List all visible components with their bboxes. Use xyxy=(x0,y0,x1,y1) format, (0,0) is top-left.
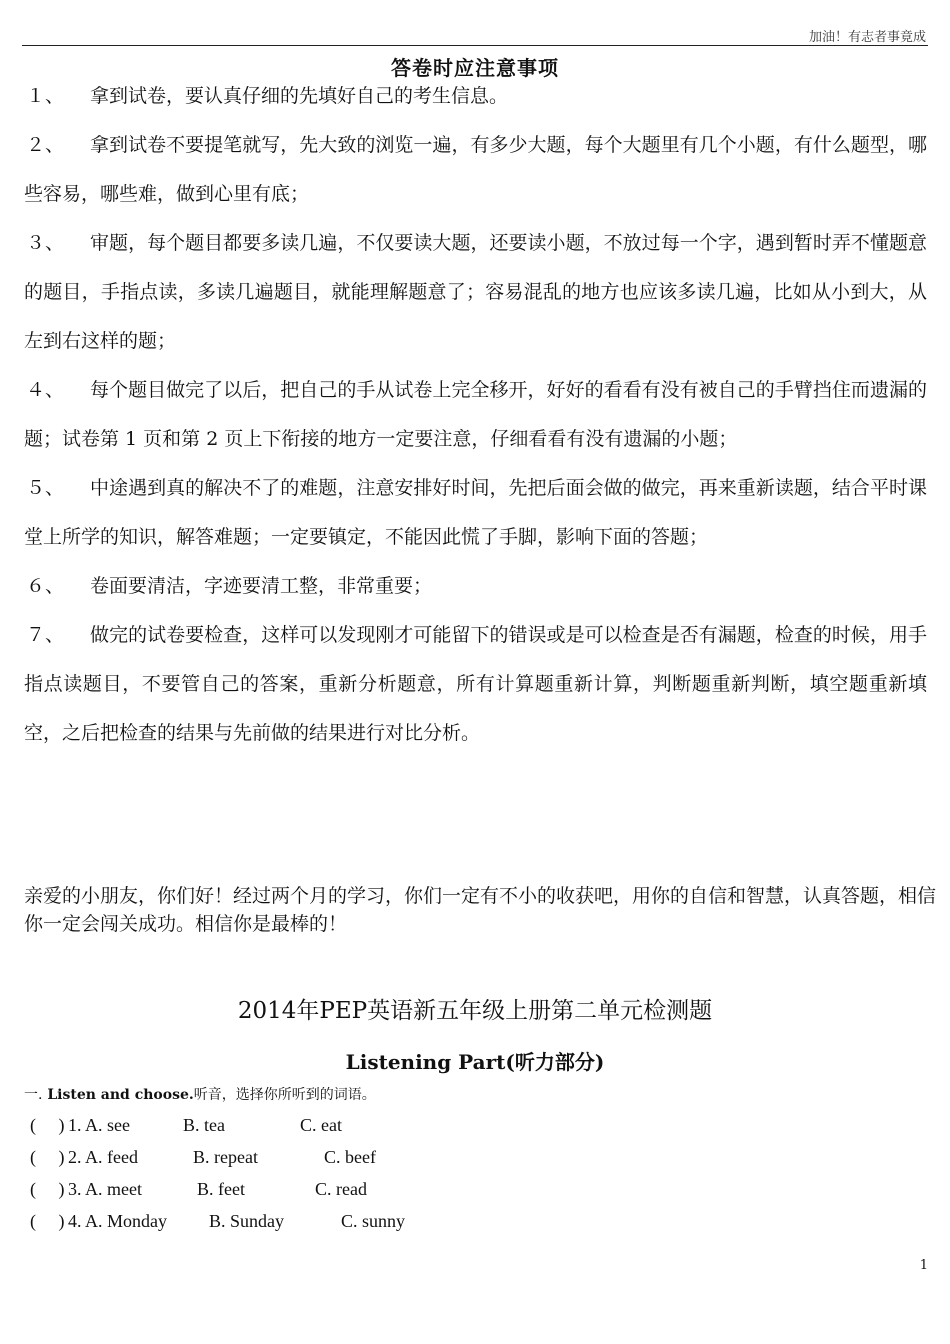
section-prefix: 一. xyxy=(24,1087,43,1103)
question-row xyxy=(30,1141,405,1173)
option-a: 2. A. feed xyxy=(68,1147,138,1167)
header-divider xyxy=(22,45,928,46)
notice-item xyxy=(24,72,927,121)
option-c: C. read xyxy=(315,1179,367,1199)
question-row xyxy=(30,1109,405,1141)
notice-item-number: ５、 xyxy=(26,477,65,499)
section-heading xyxy=(24,1084,376,1104)
answer-blank[interactable]: ( ) xyxy=(30,1211,65,1231)
option-c: C. beef xyxy=(324,1147,376,1167)
notice-item-text: 拿到试卷，要认真仔细的先填好自己的考生信息。 xyxy=(90,85,509,107)
answer-blank[interactable]: ( ) xyxy=(30,1179,65,1199)
notice-item-number: ７、 xyxy=(26,624,65,646)
question-row xyxy=(30,1173,405,1205)
part-title: Listening Part(听力部分) xyxy=(345,1050,605,1074)
option-a: 4. A. Monday xyxy=(68,1211,167,1231)
notice-item xyxy=(24,366,927,464)
notice-item xyxy=(24,121,927,219)
option-b: B. tea xyxy=(183,1115,225,1135)
option-b: B. feet xyxy=(197,1179,245,1199)
notice-item-text: 中途遇到真的解决不了的难题，注意安排好时间，先把后面会做的做完，再来重新读题，结合平时课堂上所学的知识，解答难题；一定要镇定，不能因此慌了手脚，影响下面的答题； xyxy=(24,477,927,548)
notice-item xyxy=(24,219,927,366)
page-header-text: 加油！有志者事竟成 xyxy=(808,30,926,45)
exam-title: 2014年PEP英语新五年级上册第二单元检测题 xyxy=(237,998,713,1024)
option-b: B. repeat xyxy=(193,1147,258,1167)
notice-list xyxy=(24,72,927,758)
notice-item-number: ６、 xyxy=(26,575,65,597)
notice-item-number: ２、 xyxy=(26,134,65,156)
encouragement-text: 亲爱的小朋友，你们好！经过两个月的学习，你们一定有不小的收获吧，用你的自信和智慧，认真答题，相信你一定会闯关成功。相信你是最棒的！ xyxy=(24,885,937,935)
notice-item-number: １、 xyxy=(26,85,65,107)
option-b: B. Sunday xyxy=(209,1211,285,1231)
notice-item-text: 每个题目做完了以后，把自己的手从试卷上完全移开，好好的看看有没有被自己的手臂挡住而遗漏的题；试卷第 1 页和第 2 页上下衔接的地方一定要注意，仔细看看有没有遗漏的小题； xyxy=(24,379,927,450)
notice-item-text: 做完的试卷要检查，这样可以发现刚才可能留下的错误或是可以检查是否有漏题，检查的时候，用手指点读题目，不要管自己的答案，重新分析题意，所有计算题重新计算，判断题重新判断，填空题重新填空，之后把检查的结果与先前做的结果进行对比分析。 xyxy=(24,624,927,744)
question-list xyxy=(30,1109,405,1237)
section-heading-cn: 听音，选择你所听到的词语。 xyxy=(193,1087,376,1103)
notice-item xyxy=(24,611,927,758)
notice-item-text: 卷面要清洁，字迹要清工整，非常重要； xyxy=(90,575,433,597)
option-a: 1. A. see xyxy=(68,1115,130,1135)
notice-item xyxy=(24,562,927,611)
page-number: 1 xyxy=(919,1258,928,1273)
option-a: 3. A. meet xyxy=(68,1179,142,1199)
section-heading-en: Listen and choose. xyxy=(42,1087,194,1103)
notice-item-number: ３、 xyxy=(26,232,65,254)
answer-blank[interactable]: ( ) xyxy=(30,1115,65,1135)
answer-blank[interactable]: ( ) xyxy=(30,1147,65,1167)
question-row xyxy=(30,1205,405,1237)
notice-item-text: 审题，每个题目都要多读几遍，不仅要读大题，还要读小题，不放过每一个字，遇到暂时弄不懂题意的题目，手指点读，多读几遍题目，就能理解题意了；容易混乱的地方也应该多读几遍，比如从小到大，从左到右这样的题； xyxy=(24,232,927,352)
option-c: C. sunny xyxy=(341,1211,406,1231)
notice-item-number: ４、 xyxy=(26,379,65,401)
option-c: C. eat xyxy=(300,1115,342,1135)
notice-title: 答卷时应注意事项 xyxy=(391,56,559,80)
notice-item-text: 拿到试卷不要提笔就写，先大致的浏览一遍，有多少大题，每个大题里有几个小题，有什么题型，哪些容易，哪些难，做到心里有底； xyxy=(24,134,927,205)
notice-item xyxy=(24,464,927,562)
